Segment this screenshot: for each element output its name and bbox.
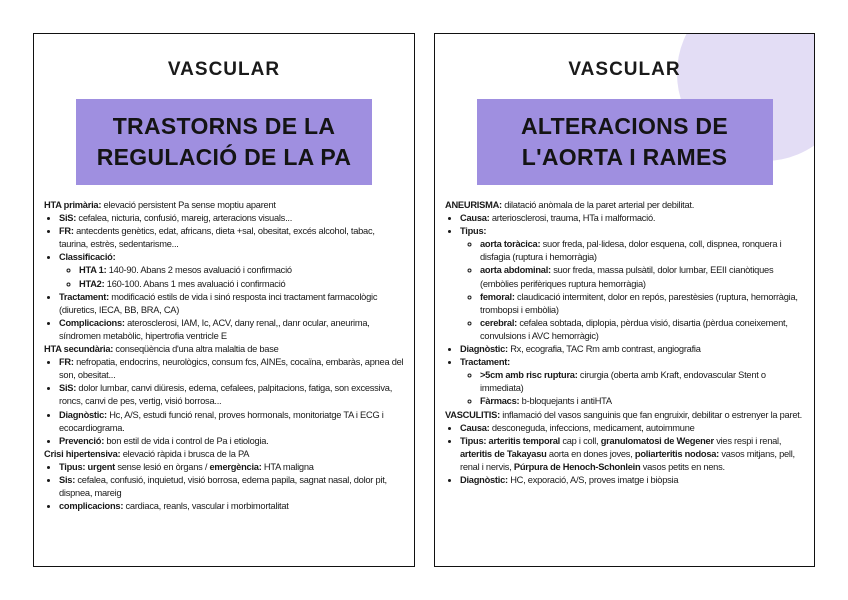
- section-crisi-hipertensiva: Crisi hipertensiva: elevació ràpida i brusca de la PA: [44, 448, 250, 459]
- list-item: • FR: nefropatia, endocrins, neurològics, consum fcs, AINEs, cocaïna, embaràs, apnea del son, obesitat...: [59, 356, 404, 382]
- list-vasculitis: [445, 422, 804, 487]
- list-item: • Tipus: urgent sense lesió en òrgans / emergència: HTA maligna: [59, 461, 404, 474]
- list-item: • Diagnòstic: Rx, ecografia, TAC Rm amb contrast, angiografia: [460, 343, 804, 356]
- banner-line-2: REGULACIÓ DE LA PA: [96, 144, 352, 170]
- list-item: • Diagnòstic: Hc, A/S, estudi funció renal, proves hormonals, monitoriatge TA i ECG i ecocardiograma.: [59, 409, 404, 435]
- list-item: • Tipus: ◦ aorta toràcica: suor freda, pal·lidesa, dolor esquena, coll, dispnea, ronquera i disfagia (ruptura i hemorràgia) ◦ aorta abdominal: suor freda, massa pulsàtil, dolor lumbar, EEII cianòtiques (embòlies perifèriques ruptura hemorràgia) ◦ femoral: claudicació intermitent, dolor en repós, parestèsies (ruptura, hemorràgia, trombopsi i embòlia) ◦ cerebral: cefalea sobtada, diplopia, pèrdua visió, disartia (pèrdua coneixement, convulsions i AVC hemorràgic): [460, 225, 804, 343]
- banner-line-1: ALTERACIONS DE: [521, 113, 728, 139]
- banner-line-2: L'AORTA I RAMES: [521, 144, 728, 170]
- sublist-tipus: [460, 238, 804, 343]
- list-item: ◦ aorta toràcica: suor freda, pal·lidesa, dolor esquena, coll, dispnea, ronquera i disfagia (ruptura i hemorràgia): [480, 238, 804, 264]
- list-item: • Sis: cefalea, confusió, inquietud, visió borrosa, edema papila, sagnat nasal, dolor pit, dispnea, mareig: [59, 474, 404, 500]
- sublist-tractament: [460, 369, 804, 408]
- card-body: [445, 199, 804, 487]
- card-heading: VASCULAR: [167, 59, 281, 80]
- list-item: • Tractament: modificació estils de vida i sinó resposta inci tractament farmacològic (diuretics, IECA, BB, BRA, CA): [59, 291, 404, 317]
- section-hta-primaria: HTA primària: elevació persistent Pa sense moptiu aparent: [44, 200, 276, 210]
- list-aneurisma: [445, 212, 804, 408]
- sublist-classificacio: [59, 264, 404, 290]
- card-alteracions-aorta: [434, 33, 815, 567]
- section-aneurisma: ANEURISMA: dilatació anòmala de la paret arterial per debilitat.: [445, 200, 695, 210]
- card-body: [44, 199, 404, 513]
- list-crisi-hipertensiva: [44, 461, 404, 513]
- list-hta-secundaria: [44, 356, 404, 448]
- title-banner: [477, 99, 773, 185]
- card-heading: VASCULAR: [568, 59, 681, 80]
- list-item: • Prevenció: bon estil de vida i control de Pa i etiologia.: [59, 435, 404, 448]
- banner-line-1: TRASTORNS DE LA: [112, 113, 336, 139]
- list-item: • Classificació: ◦ HTA 1: 140-90. Abans 2 mesos avaluació i confirmació ◦ HTA2: 160-100. Abans 1 mes avaluació i confirmació: [59, 251, 404, 290]
- card-trastorns-regulacio-pa: [33, 33, 415, 567]
- section-vasculitis: VASCULITIS: inflamació del vasos sanguinis que fan engruixir, debilitar o estrenyer la paret.: [445, 409, 802, 420]
- list-item: • Causa: arteriosclerosi, trauma, HTa i malformació.: [460, 212, 804, 225]
- list-item: ◦ >5cm amb risc ruptura: cirurgia (oberta amb Kraft, endovascular Stent o immediata): [480, 369, 804, 395]
- section-hta-secundaria: HTA secundària: conseqüència d'una altra malaltia de base: [44, 344, 279, 355]
- list-item: • SiS: cefalea, nicturia, confusió, mareig, arteracions visuals...: [59, 212, 404, 225]
- list-hta-primaria: [44, 212, 404, 343]
- list-item: • Tractament: ◦ >5cm amb risc ruptura: cirurgia (oberta amb Kraft, endovascular Stent o immediata) ◦ Fàrmacs: b-bloquejants i antiHTA: [460, 356, 804, 408]
- list-item: ◦ Fàrmacs: b-bloquejants i antiHTA: [480, 395, 804, 408]
- list-item: ◦ cerebral: cefalea sobtada, diplopia, pèrdua visió, disartia (pèrdua coneixement, convulsions i AVC hemorràgic): [480, 317, 804, 343]
- list-item: • Diagnòstic: HC, exporació, A/S, proves imatge i biòpsia: [460, 474, 804, 487]
- list-item: ◦ HTA 1: 140-90. Abans 2 mesos avaluació i confirmació: [79, 264, 404, 277]
- list-item: • complicacions: cardiaca, reanls, vascular i morbimortalitat: [59, 500, 404, 513]
- list-item: • FR: antecdents genètics, edat, africans, dieta +sal, obesitat, excés alcohol, tabac, taurina, estrès, sedentarisme...: [59, 225, 404, 251]
- title-banner: [76, 99, 372, 185]
- list-item: ◦ aorta abdominal: suor freda, massa pulsàtil, dolor lumbar, EEII cianòtiques (embòlies perifèriques ruptura hemorràgia): [480, 264, 804, 290]
- list-item: • Complicacions: aterosclerosi, IAM, Ic, ACV, dany renal,, danr ocular, aneurima, síndromen metabòlic, hipertrofia ventricle E: [59, 317, 404, 343]
- list-item: • Causa: desconeguda, infeccions, medicament, autoimmune: [460, 422, 804, 435]
- list-item: ◦ femoral: claudicació intermitent, dolor en repós, parestèsies (ruptura, hemorràgia, trombopsi i embòlia): [480, 291, 804, 317]
- list-item: • SiS: dolor lumbar, canvi diüresis, edema, cefalees, palpitacions, fatiga, son excessiva, roncs, canvi de pes, vertig, visió borrosa...: [59, 382, 404, 408]
- list-item: ◦ HTA2: 160-100. Abans 1 mes avaluació i confirmació: [79, 278, 404, 291]
- list-item: • Tipus: arteritis temporal cap i coll, granulomatosi de Wegener vies respi i renal, arteritis de Takayasu aorta en dones joves, poliarteritis nodosa: vasos mitjans, pell, renal i nervis, Púrpura de Henoch-Schonlein vasos petits en nens.: [460, 435, 804, 474]
